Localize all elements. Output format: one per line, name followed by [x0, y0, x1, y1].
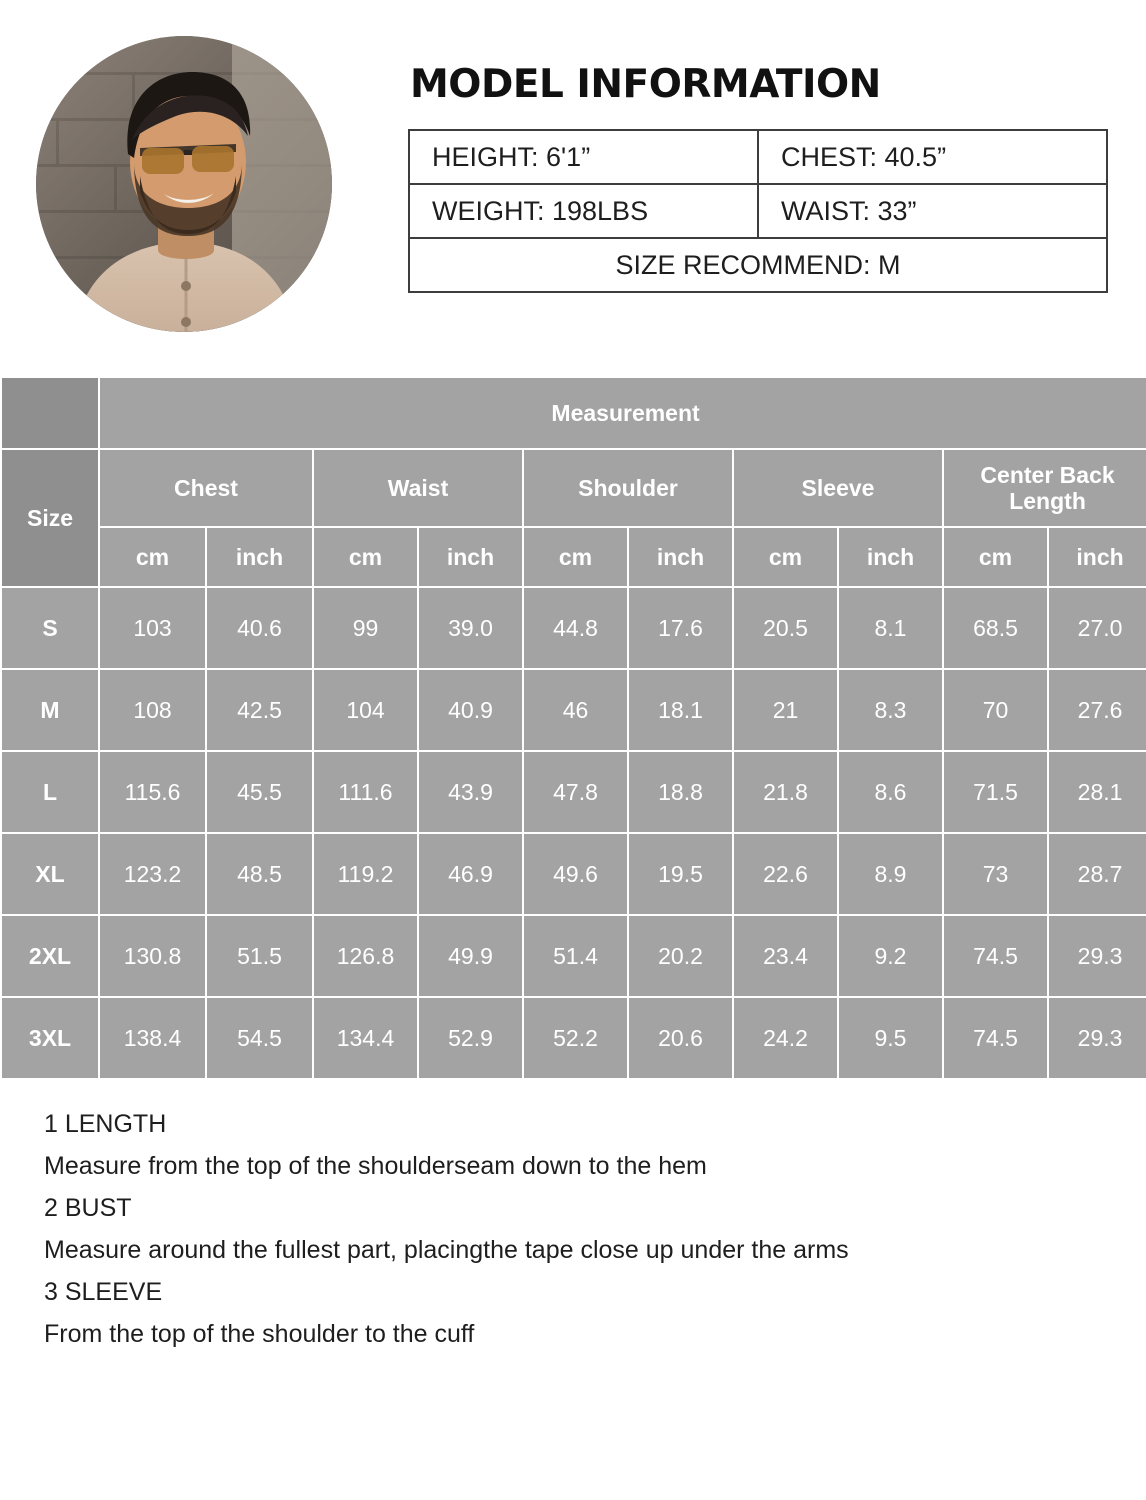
size-chart-table: [0, 376, 1146, 1080]
table-header-groups: [1, 449, 1146, 527]
size-chart-section: [0, 376, 1146, 1080]
unit-header-cbl-cm: cm: [943, 527, 1048, 587]
model-waist: WAIST: 33”: [758, 184, 1107, 238]
group-header-chest: Chest: [99, 449, 313, 527]
measurement-instructions: [0, 1080, 1146, 1349]
cell-sleeve-cm: 23.4: [733, 915, 838, 997]
unit-header-cbl-inch: inch: [1048, 527, 1146, 587]
size-label: S: [1, 587, 99, 669]
cell-waist-inch: 39.0: [418, 587, 523, 669]
cell-cbl-cm: 70: [943, 669, 1048, 751]
note-line-2: Measure from the top of the shoulderseam down to the hem: [44, 1152, 707, 1180]
size-label: M: [1, 669, 99, 751]
unit-header-chest-inch: inch: [206, 527, 313, 587]
cell-chest-cm: 123.2: [99, 833, 206, 915]
cell-shoulder-inch: 20.2: [628, 915, 733, 997]
cell-waist-inch: 46.9: [418, 833, 523, 915]
cell-shoulder-inch: 18.8: [628, 751, 733, 833]
cell-sleeve-cm: 20.5: [733, 587, 838, 669]
table-header-units: [1, 527, 1146, 587]
unit-header-chest-cm: cm: [99, 527, 206, 587]
size-column-header: Size: [1, 449, 99, 587]
model-height: HEIGHT: 6'1”: [409, 130, 758, 184]
table-row: [1, 997, 1146, 1079]
table-row: [1, 833, 1146, 915]
cell-cbl-cm: 74.5: [943, 915, 1048, 997]
cell-shoulder-inch: 19.5: [628, 833, 733, 915]
cell-cbl-cm: 73: [943, 833, 1048, 915]
model-avatar: [36, 36, 332, 332]
cell-shoulder-inch: 20.6: [628, 997, 733, 1079]
note-line-3: 2 BUST: [44, 1194, 132, 1222]
unit-header-waist-cm: cm: [313, 527, 418, 587]
cell-shoulder-inch: 18.1: [628, 669, 733, 751]
cell-sleeve-cm: 21.8: [733, 751, 838, 833]
cell-shoulder-cm: 52.2: [523, 997, 628, 1079]
cell-cbl-inch: 28.7: [1048, 833, 1146, 915]
table-row: [1, 751, 1146, 833]
note-line-5: 3 SLEEVE: [44, 1278, 163, 1306]
cell-waist-inch: 43.9: [418, 751, 523, 833]
table-row: [409, 238, 1107, 292]
cell-waist-inch: 49.9: [418, 915, 523, 997]
cell-chest-inch: 45.5: [206, 751, 313, 833]
unit-header-waist-inch: inch: [418, 527, 523, 587]
cell-waist-inch: 52.9: [418, 997, 523, 1079]
table-row: [1, 587, 1146, 669]
cell-chest-cm: 103: [99, 587, 206, 669]
size-label: 3XL: [1, 997, 99, 1079]
cell-cbl-inch: 27.0: [1048, 587, 1146, 669]
unit-header-sleeve-cm: cm: [733, 527, 838, 587]
cell-waist-cm: 104: [313, 669, 418, 751]
cell-chest-inch: 51.5: [206, 915, 313, 997]
cell-cbl-inch: 29.3: [1048, 915, 1146, 997]
cell-waist-inch: 40.9: [418, 669, 523, 751]
cell-shoulder-cm: 46: [523, 669, 628, 751]
cell-shoulder-cm: 49.6: [523, 833, 628, 915]
unit-header-shoulder-cm: cm: [523, 527, 628, 587]
cell-chest-cm: 108: [99, 669, 206, 751]
cell-shoulder-cm: 47.8: [523, 751, 628, 833]
group-header-waist: Waist: [313, 449, 523, 527]
cell-cbl-inch: 29.3: [1048, 997, 1146, 1079]
unit-header-shoulder-inch: inch: [628, 527, 733, 587]
model-size-recommend: SIZE RECOMMEND: M: [409, 238, 1107, 292]
unit-header-sleeve-inch: inch: [838, 527, 943, 587]
group-header-sleeve: Sleeve: [733, 449, 943, 527]
note-line-6: From the top of the shoulder to the cuff: [44, 1320, 475, 1348]
cell-cbl-inch: 27.6: [1048, 669, 1146, 751]
cell-cbl-inch: 28.1: [1048, 751, 1146, 833]
cell-shoulder-inch: 17.6: [628, 587, 733, 669]
table-header-measurement: [1, 377, 1146, 449]
cell-sleeve-inch: 8.6: [838, 751, 943, 833]
cell-waist-cm: 134.4: [313, 997, 418, 1079]
cell-shoulder-cm: 51.4: [523, 915, 628, 997]
cell-waist-cm: 99: [313, 587, 418, 669]
note-line-1: 1 LENGTH: [44, 1110, 167, 1138]
cell-chest-cm: 138.4: [99, 997, 206, 1079]
cell-sleeve-inch: 8.9: [838, 833, 943, 915]
cell-sleeve-inch: 9.5: [838, 997, 943, 1079]
cell-sleeve-inch: 9.2: [838, 915, 943, 997]
cell-sleeve-cm: 21: [733, 669, 838, 751]
model-info-panel: [408, 62, 1108, 293]
cell-chest-inch: 42.5: [206, 669, 313, 751]
table-row: [1, 915, 1146, 997]
cell-waist-cm: 126.8: [313, 915, 418, 997]
table-row: [409, 130, 1107, 184]
size-label: L: [1, 751, 99, 833]
cell-sleeve-inch: 8.3: [838, 669, 943, 751]
size-label: XL: [1, 833, 99, 915]
cell-cbl-cm: 71.5: [943, 751, 1048, 833]
table-row: [409, 184, 1107, 238]
cell-cbl-cm: 74.5: [943, 997, 1048, 1079]
model-chest: CHEST: 40.5”: [758, 130, 1107, 184]
cell-waist-cm: 119.2: [313, 833, 418, 915]
table-row: [1, 669, 1146, 751]
group-header-center-back-length: Center Back Length: [943, 449, 1146, 527]
page-title: MODEL INFORMATION: [410, 62, 881, 107]
cell-chest-inch: 40.6: [206, 587, 313, 669]
cell-chest-cm: 130.8: [99, 915, 206, 997]
cell-shoulder-cm: 44.8: [523, 587, 628, 669]
cell-chest-cm: 115.6: [99, 751, 206, 833]
measurement-header: Measurement: [99, 377, 1146, 449]
note-line-4: Measure around the fullest part, placingthe tape close up under the arms: [44, 1236, 849, 1264]
cell-cbl-cm: 68.5: [943, 587, 1048, 669]
cell-sleeve-inch: 8.1: [838, 587, 943, 669]
model-spec-table: [408, 129, 1108, 293]
cell-waist-cm: 111.6: [313, 751, 418, 833]
cell-sleeve-cm: 24.2: [733, 997, 838, 1079]
group-header-shoulder: Shoulder: [523, 449, 733, 527]
cell-chest-inch: 54.5: [206, 997, 313, 1079]
size-label: 2XL: [1, 915, 99, 997]
model-information-section: [0, 0, 1146, 376]
model-weight: WEIGHT: 198LBS: [409, 184, 758, 238]
cell-chest-inch: 48.5: [206, 833, 313, 915]
cell-sleeve-cm: 22.6: [733, 833, 838, 915]
corner-blank-cell: [1, 377, 99, 449]
